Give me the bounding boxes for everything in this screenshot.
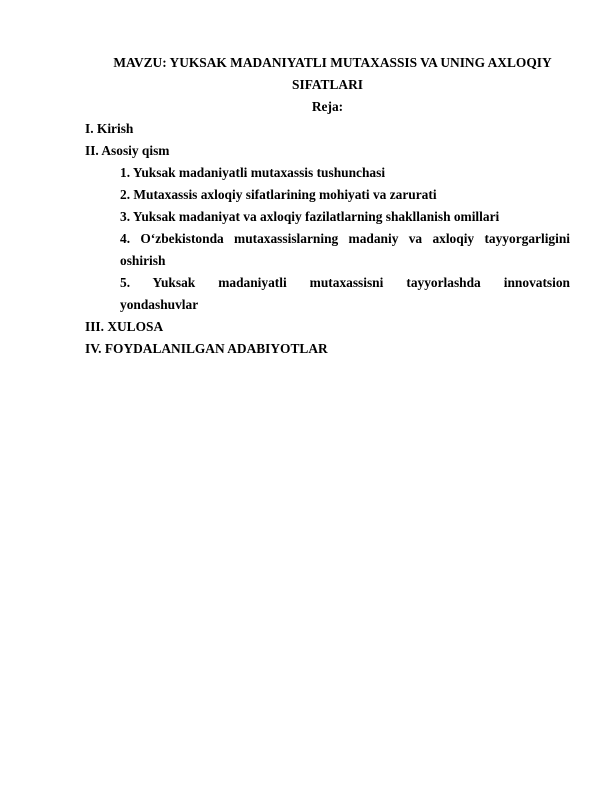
outline-item-conclusion: III. XULOSA bbox=[85, 319, 164, 334]
outline-item-main-part: II. Asosiy qism bbox=[85, 143, 170, 158]
outline-subitem-2: 2. Mutaxassis axloqiy sifatlarining mohiyati va zarurati bbox=[120, 187, 437, 202]
outline-item-references: IV. FOYDALANILGAN ADABIYOTLAR bbox=[85, 341, 328, 356]
outline-subitem-4-line-1: 4. O‘zbekistonda mutaxassislarning madaniy va axloqiy tayyorgarligini bbox=[120, 231, 570, 246]
outline-subitem-4-line-2: oshirish bbox=[120, 253, 166, 268]
plan-heading: Reja: bbox=[311, 99, 344, 114]
document-title-line-1: MAVZU: YUKSAK MADANIYATLI MUTAXASSIS VA UNING AXLOQIY bbox=[113, 55, 552, 70]
outline-subitem-5-line-2: yondashuvlar bbox=[120, 297, 199, 312]
outline-subitem-1: 1. Yuksak madaniyatli mutaxassis tushunchasi bbox=[120, 165, 386, 180]
outline-item-introduction: I. Kirish bbox=[85, 121, 134, 136]
outline-subitem-5-line-1: 5. Yuksak madaniyatli mutaxassisni tayyorlashda innovatsion bbox=[120, 275, 570, 290]
outline-subitem-3: 3. Yuksak madaniyat va axloqiy fazilatlarning shakllanish omillari bbox=[120, 209, 500, 224]
document-title-line-2: SIFATLARI bbox=[292, 77, 363, 92]
document-body bbox=[85, 52, 570, 360]
